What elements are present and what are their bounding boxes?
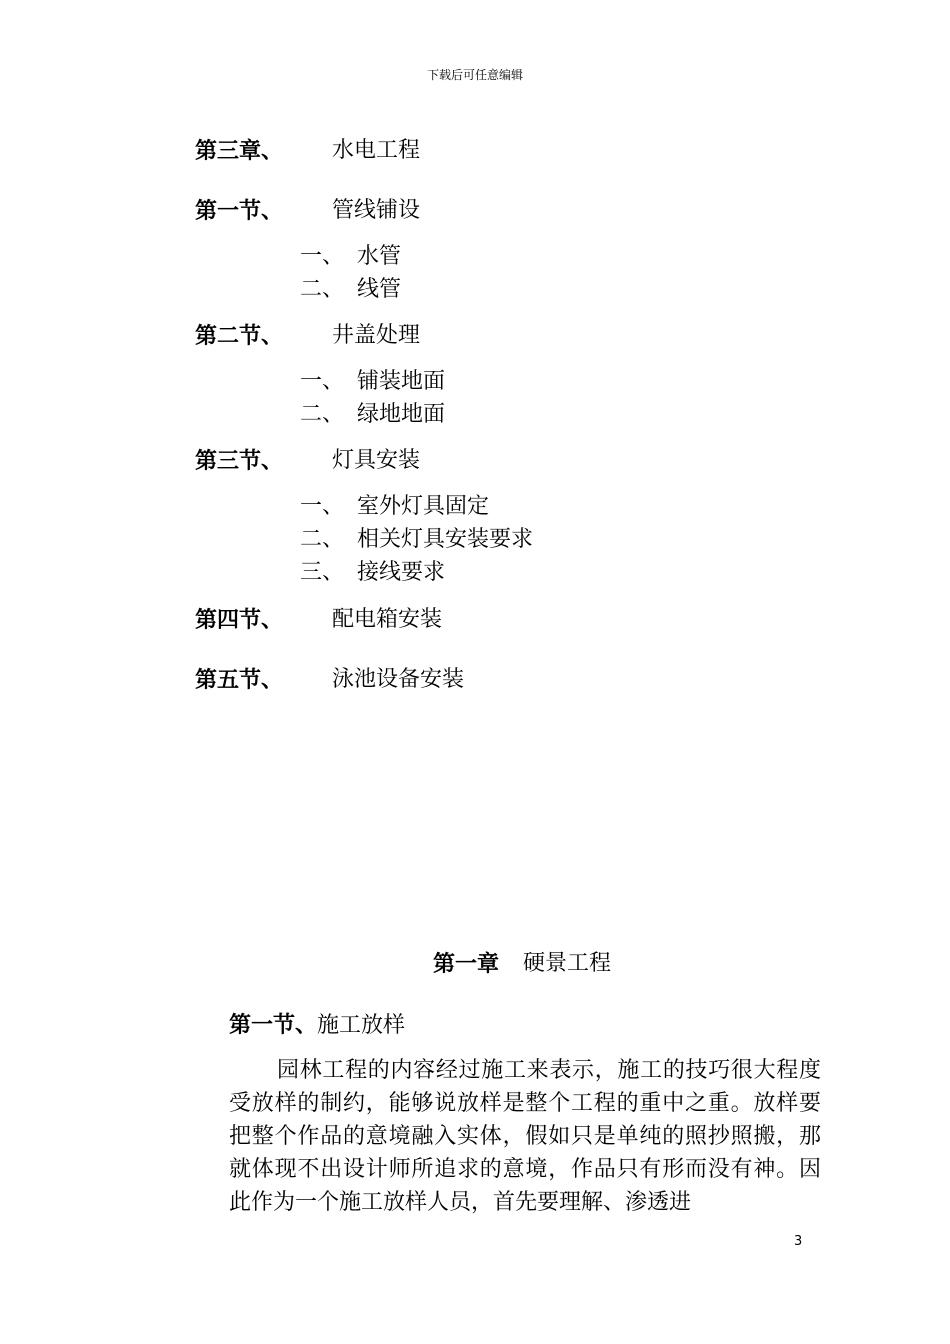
toc-section-label: 第一节、 (195, 198, 284, 224)
toc-section-label: 第二节、 (195, 323, 284, 349)
toc-subitem-title: 接线要求 (357, 560, 446, 585)
toc-subitem-number: 三、 (300, 560, 345, 585)
page-header-note: 下载后可任意编辑 (426, 68, 523, 82)
toc-subitem-number: 一、 (300, 244, 345, 269)
toc-subitem-number: 一、 (300, 494, 345, 519)
toc-subitem-number: 二、 (300, 402, 345, 427)
toc-subitem-title: 线管 (357, 277, 402, 302)
toc-subitem-title: 室外灯具固定 (357, 494, 490, 519)
toc-section-title: 泳池设备安装 (332, 667, 465, 692)
section-title: 施工放样 (317, 1013, 406, 1038)
toc-subitem-title: 铺装地面 (357, 369, 446, 394)
toc-section-label: 第五节、 (195, 667, 284, 693)
toc-subitem-title: 水管 (357, 244, 402, 269)
chapter-label: 第一章 (433, 951, 500, 977)
toc-section-label: 第三节、 (195, 448, 284, 474)
toc-chapter-title: 水电工程 (332, 138, 421, 163)
toc-section-label: 第四节、 (195, 607, 284, 633)
toc-section-title: 灯具安装 (332, 448, 421, 473)
page-number: 3 (794, 1234, 803, 1249)
toc-section-title: 井盖处理 (332, 323, 421, 348)
toc-subitem-title: 绿地地面 (357, 402, 446, 427)
toc-section-title: 管线铺设 (332, 198, 421, 223)
toc-section-title: 配电箱安装 (332, 607, 443, 632)
section-label: 第一节、 (229, 1012, 318, 1038)
toc-subitem-number: 二、 (300, 277, 345, 302)
body-paragraph: 园林工程的内容经过施工来表示，施工的技巧很大程度受放样的制约，能够说放样是整个工程的重中之重。放样要把整个作品的意境融入实体，假如只是单纯的照抄照搬，那就体现不出设计师所追求的意境，作品只有形而没有神。因此作为一个施工放样人员，首先要理解、渗透进 (229, 1058, 821, 1215)
chapter-title: 硬景工程 (523, 951, 612, 976)
toc-subitem-title: 相关灯具安装要求 (357, 527, 534, 552)
toc-subitem-number: 一、 (300, 369, 345, 394)
toc-subitem-number: 二、 (300, 527, 345, 552)
section-heading (229, 1011, 405, 1040)
toc-chapter-label: 第三章、 (195, 138, 284, 164)
